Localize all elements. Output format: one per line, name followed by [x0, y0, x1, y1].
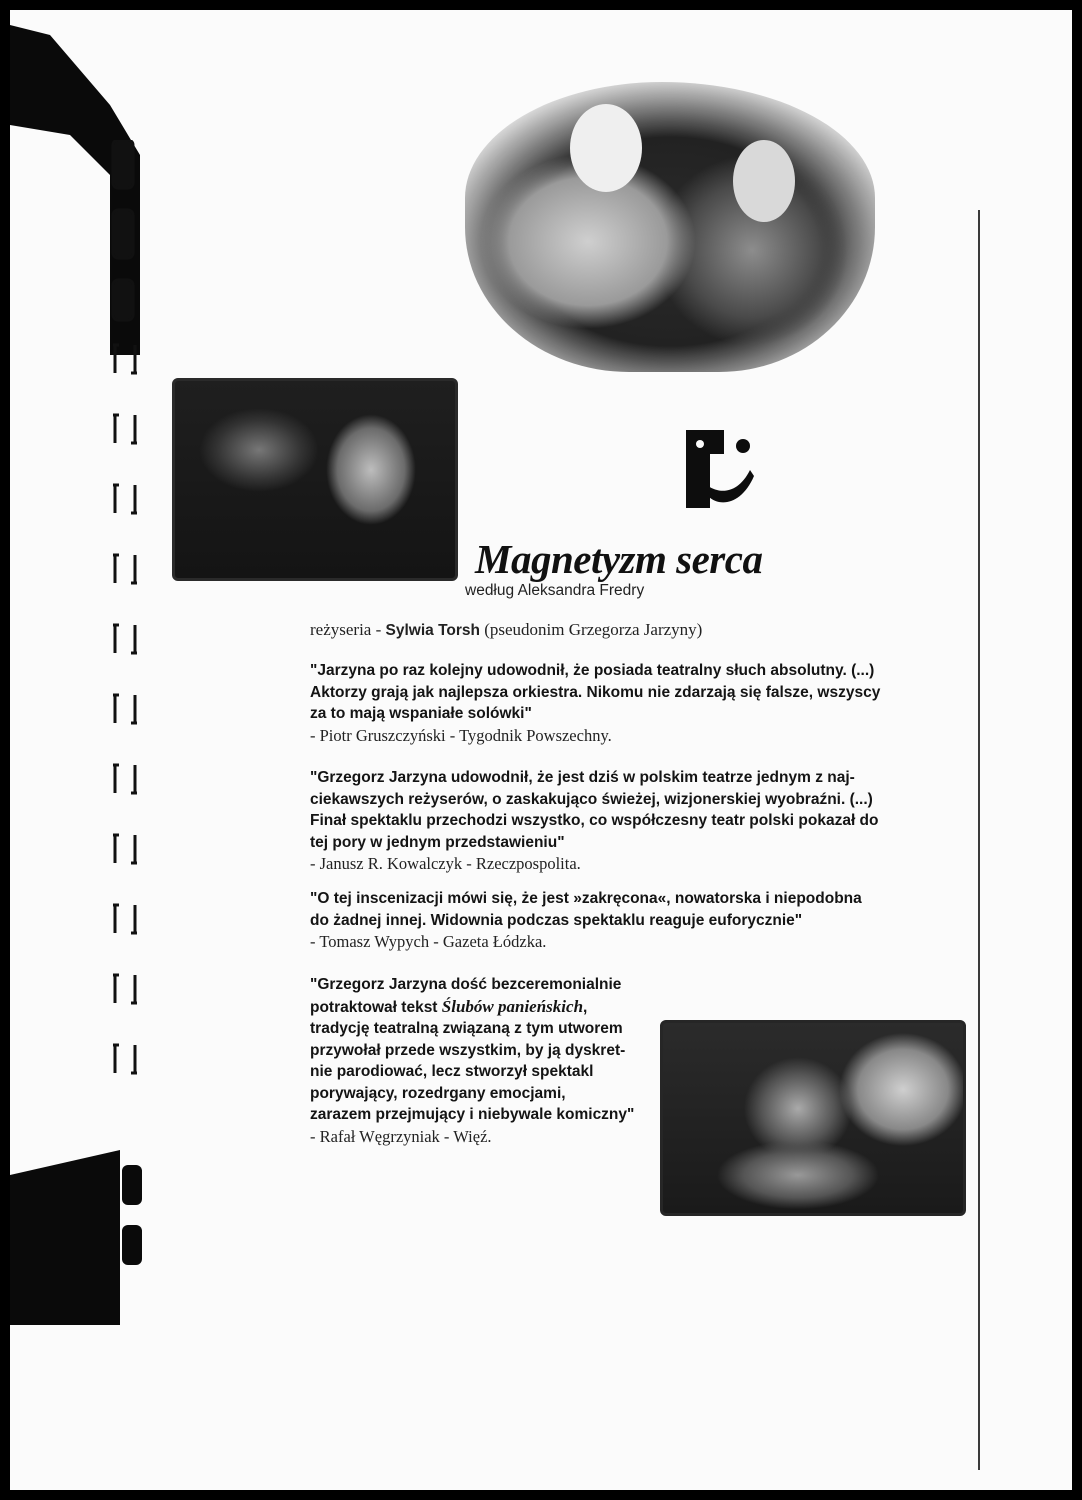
play-title: Magnetyzm serca: [475, 536, 763, 582]
quote-line: Aktorzy grają jak najlepsza orkiestra. Nikomu nie zdarzają się falsze, wszyscy: [310, 683, 881, 701]
review-quote: [310, 767, 879, 875]
quote-line: nie parodiować, lecz stworzył spektakl: [310, 1063, 594, 1080]
quote-source: - Rafał Węgrzyniak - Więź.: [310, 1126, 492, 1146]
document-page: [10, 10, 1072, 1490]
quote-line: do żadnej innej. Widownia podczas spektaklu reaguje euforycznie": [310, 911, 803, 929]
quote-line: tej pory w jednym przedstawieniu": [310, 833, 565, 851]
quote-line: zarazem przejmujący i niebywale komiczny": [310, 1106, 635, 1123]
two-actresses-photo: [465, 82, 875, 372]
quote-line: tradycję teatralną związaną z tym utworem: [310, 1020, 623, 1037]
review-quote: [310, 974, 634, 1147]
quote-line: [310, 996, 634, 1019]
quote-line: "Jarzyna po raz kolejny udowodnił, że posiada teatralny słuch absolutny. (...): [310, 662, 875, 679]
play-subtitle: według Aleksandra Fredry: [465, 582, 645, 599]
director-note: (pseudonim Grzegorza Jarzyny): [479, 620, 703, 639]
theatre-logo: [686, 430, 754, 508]
quote-text: potraktował tekst: [310, 998, 442, 1016]
binding-comb: [105, 140, 165, 1140]
quote-line: za to mają wspaniałe solówki": [310, 705, 532, 722]
quote-line: Finał spektaklu przechodzi wszystko, co współczesny teatr polski pokazał do: [310, 812, 879, 829]
quote-source: - Piotr Gruszczyński - Tygodnik Powszechny.: [310, 725, 612, 745]
director-label: reżyseria -: [310, 620, 386, 639]
quote-line: "Grzegorz Jarzyna udowodnił, że jest dziś w polskim teatrze jednym z naj-: [310, 769, 855, 786]
quote-line: porywający, rozedrgany emocjami,: [310, 1084, 566, 1102]
quote-source: - Janusz R. Kowalczyk - Rzeczpospolita.: [310, 854, 581, 873]
dancing-couple-photo: [172, 378, 458, 581]
page-edge-line: [978, 210, 980, 1470]
quote-line: "Grzegorz Jarzyna dość bezceremonialnie: [310, 976, 622, 993]
review-quote: [310, 888, 862, 953]
director-credit: [310, 620, 702, 640]
binding-clip-bottom: [10, 1145, 150, 1325]
quote-text: ,: [583, 998, 588, 1016]
quoted-play-title: Ślubów panieńskich: [441, 996, 584, 1016]
stage-scene-photo: [660, 1020, 966, 1216]
quote-line: ciekawszych reżyserów, o zaskakująco świeżej, wizjonerskiej wyobraźni. (...): [310, 790, 873, 808]
quote-line: przywołał przede wszystkim, by ją dyskret-: [310, 1041, 626, 1059]
quote-line: "O tej inscenizacji mówi się, że jest »zakręcona«, nowatorska i niepodobna: [310, 890, 862, 907]
review-quote: [310, 660, 880, 746]
quote-source: - Tomasz Wypych - Gazeta Łódzka.: [310, 932, 547, 951]
director-name: Sylwia Torsh: [385, 622, 480, 639]
